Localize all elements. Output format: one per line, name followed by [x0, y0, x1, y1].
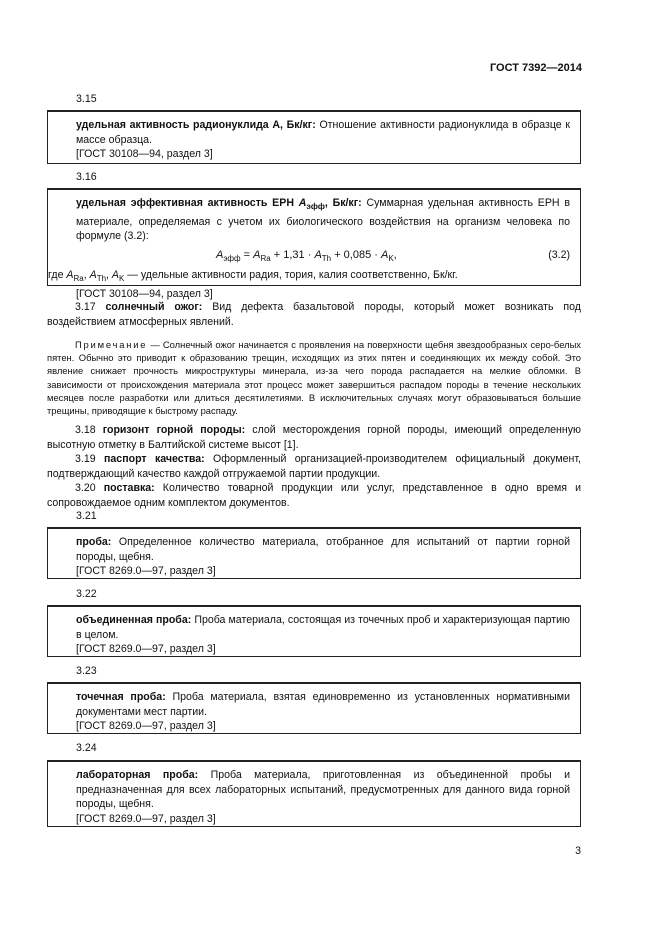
definition: Проба материала, состоящая из точечных проб и характеризующая партию в целом.	[76, 614, 570, 641]
where-clause: где $A_{Ra}$, $A_{Th}$, $A_K$ — удельные активности радия, тория, калия соответственно, Бк/кг.	[48, 268, 458, 283]
section-number-3-22: 3.22	[76, 588, 97, 600]
definition-box-3-15	[47, 110, 581, 164]
section-3-18: 3.18 горизонт горной породы: слой месторождения горной породы, имеющий определенную высотную отметку в Балтийской системе высот [1].	[47, 424, 581, 451]
term: удельная активность радионуклида А, Бк/кг:	[76, 119, 316, 131]
section-number-3-23: 3.23	[76, 665, 97, 677]
source-reference: [ГОСТ 8269.0—97, раздел 3]	[76, 812, 216, 825]
section-3-17	[47, 300, 581, 329]
section-3-20: 3.20 поставка: Количество товарной продукции или услуг, представленное в одно время и сопровождаемое одним комплектом документов.	[47, 482, 581, 509]
note-label: Примечание	[75, 339, 148, 350]
term-symbol-sub: эфф	[306, 202, 325, 212]
definition-text	[76, 196, 570, 244]
source-reference: [ГОСТ 8269.0—97, раздел 3]	[76, 720, 216, 733]
term: удельная эффективная активность ЕРН	[76, 197, 299, 209]
section-number-3-24: 3.24	[76, 742, 97, 754]
definition: Проба материала, взятая единовременно из установленных нормативными документами мест партии.	[76, 691, 570, 718]
definition: Определенное количество материала, отобранное для испытаний от партии горной породы, щебня.	[76, 536, 570, 563]
note-3-17	[47, 338, 581, 417]
term: проба:	[76, 536, 112, 548]
section-3-19: 3.19 паспорт качества: Оформленный организацией-производителем официальный документ, подтверждающий качество каждой отгружаемой партии продукции.	[47, 453, 581, 480]
term-symbol: А	[298, 197, 307, 209]
definition-text	[76, 118, 570, 147]
term: точечная проба:	[76, 691, 166, 703]
definition: Проба материала, приготовленная из объединенной пробы и предназначенная для всех лабораторных испытаний, предусмотренных для данного вида горной породы, щебня.	[76, 769, 570, 811]
definition-box-3-23	[47, 682, 581, 734]
source-reference: [ГОСТ 8269.0—97, раздел 3]	[76, 643, 216, 656]
definition: Вид дефекта базальтовой породы, который может возникать под воздействием атмосферных явлений.	[47, 301, 581, 328]
source-reference: [ГОСТ 30108—94, раздел 3]	[76, 148, 213, 161]
page-number: 3	[575, 845, 581, 857]
definition-box-3-21	[47, 527, 581, 579]
definition-box-3-16	[47, 188, 581, 300]
note-text: — Солнечный ожог начинается с проявления на поверхности щебня звездообразных серо-белых пятен. Обычно это приводит к образованию трещин, исходящих из этих пятен и соединяющих их между собой. Это явление снижает прочность микроструктуры минерала, из-за чего порода распадается на мелкие обломки. В зависимости от происхождения материала этот процесс может завершиться распадом породы в течение нескольких месяцев после разработки или длиться десятилетиями. В исключительных случаях могут образовываться большие трещины, приводящие к быстрому распаду.	[47, 339, 581, 417]
definition-box-3-22	[47, 605, 581, 657]
term: объединенная проба:	[76, 614, 192, 626]
section-number: 3.17	[75, 301, 96, 313]
document-header: ГОСТ 7392—2014	[489, 62, 582, 74]
definition-box-3-24	[47, 760, 581, 827]
section-number-3-21: 3.21	[76, 510, 97, 522]
formula-expression: $A_{эфф} = A_{Ra} + 1,31 \cdot A_{Th} + 0,085 \cdot A_K$,	[216, 248, 397, 264]
source-reference: [ГОСТ 8269.0—97, раздел 3]	[76, 565, 216, 578]
source-reference: [ГОСТ 30108—94, раздел 3]	[76, 287, 213, 300]
section-number-3-16: 3.16	[76, 171, 97, 183]
formula-number: (3.2)	[548, 248, 570, 261]
definition: Отношение активности радионуклида в образце к массе образца.	[76, 119, 571, 146]
section-number-3-15: 3.15	[76, 93, 97, 105]
formula-3-2	[76, 246, 570, 266]
term-suffix: , Бк/кг:	[324, 197, 362, 209]
term: солнечный ожог:	[105, 301, 203, 313]
term: лабораторная проба:	[76, 769, 199, 781]
definition: Суммарная удельная активность ЕРН в материале, определяемая с учетом их биологического воздействия на организм человека по формуле (3.2):	[76, 197, 570, 243]
